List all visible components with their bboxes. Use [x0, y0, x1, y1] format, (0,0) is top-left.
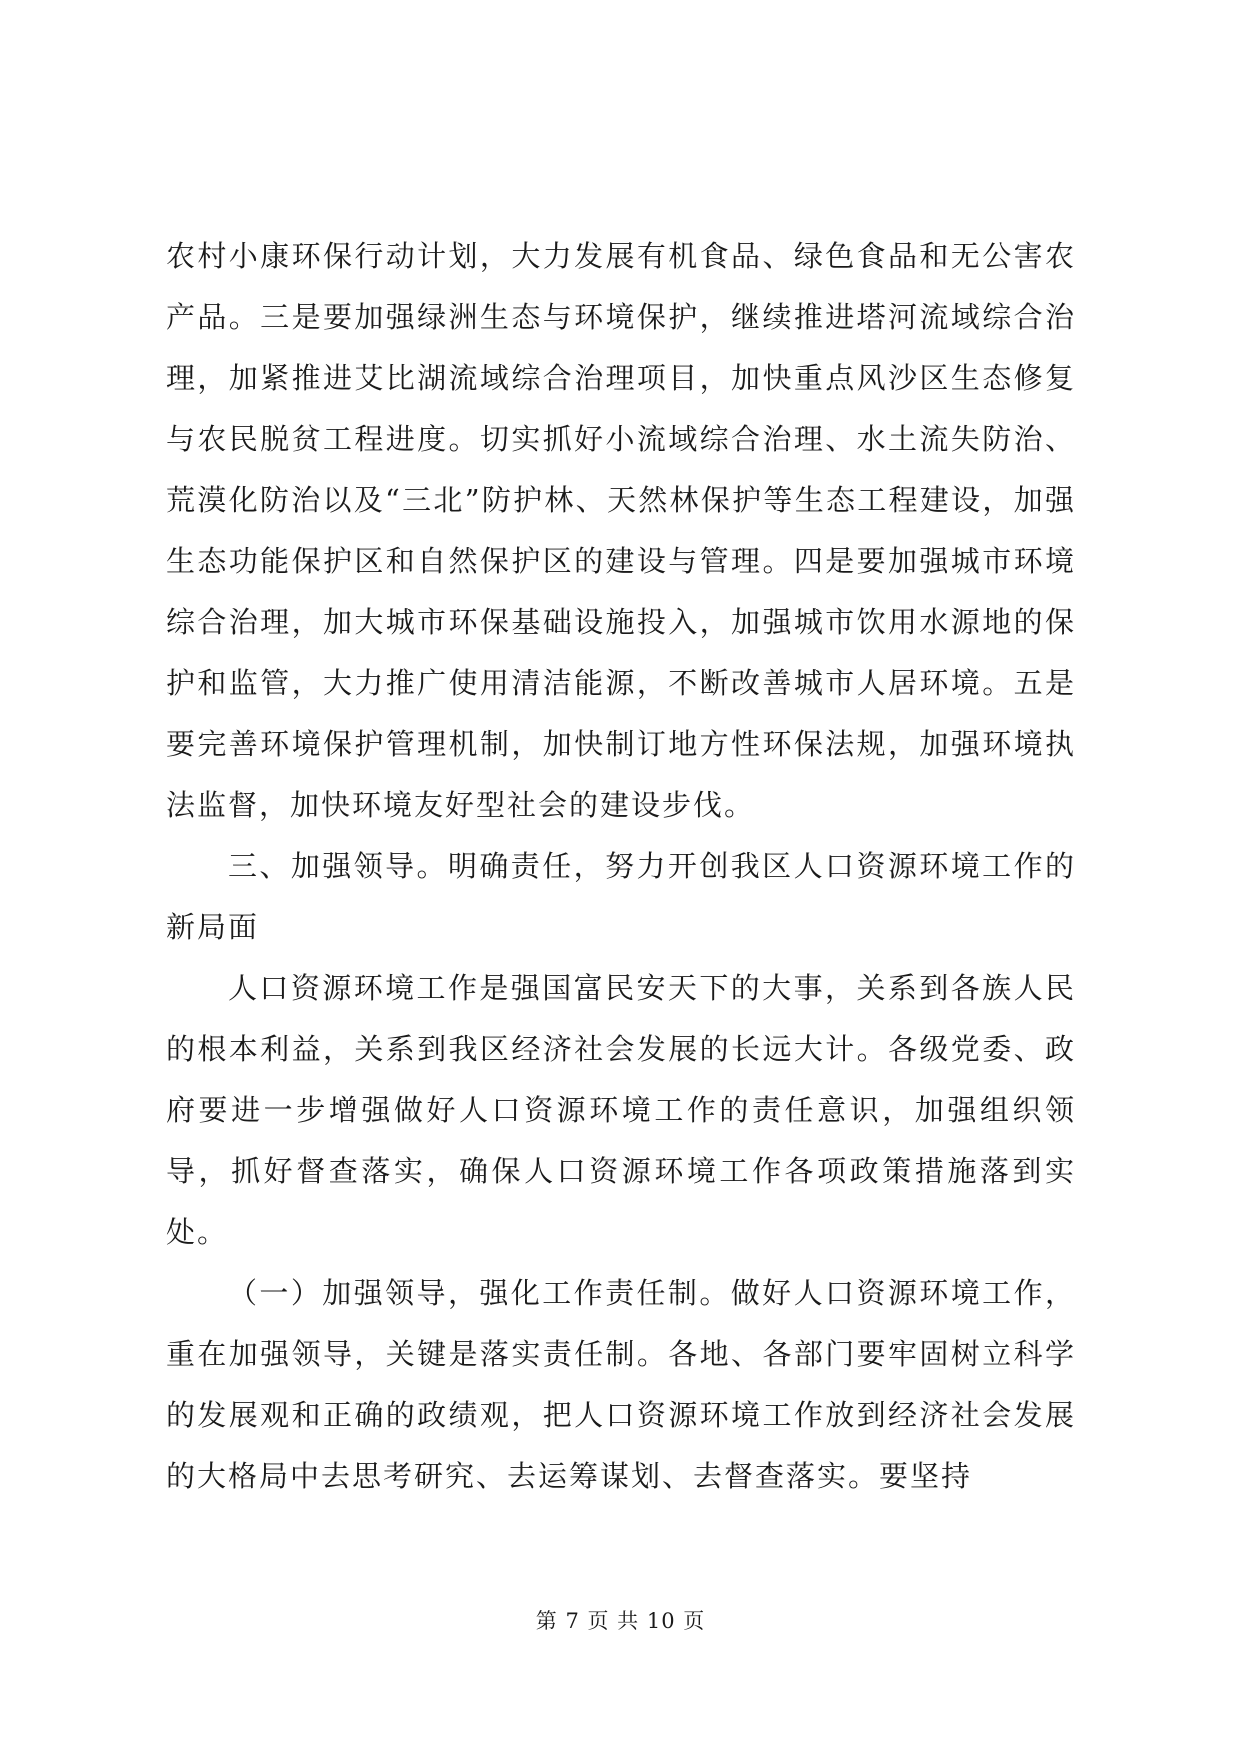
subsection-heading-one: （一）加强领导，强化工作责任制。做好人口资源环境工作，重在加强领导，关键是落实责任制。各地、各部门要牢固树立科学的发展观和正确的政绩观，把人口资源环境工作放到经济社会发展的大格局中去思考研究、去运筹谋划、去督查落实。要坚持: [166, 1276, 1076, 1493]
section-heading-three: 三、加强领导。明确责任，努力开创我区人口资源环境工作的新局面: [166, 849, 1076, 944]
paragraph-continuation: 农村小康环保行动计划，大力发展有机食品、绿色食品和无公害农产品。三是要加强绿洲生态与环境保护，继续推进塔河流域综合治理，加紧推进艾比湖流域综合治理项目，加快重点风沙区生态修复与农民脱贫工程进度。切实抓好小流域综合治理、水土流失防治、荒漠化防治以及“三北”防护林、天然林保护等生态工程建设，加强生态功能保护区和自然保护区的建设与管理。四是要加强城市环境综合治理，加大城市环保基础设施投入，加强城市饮用水源地的保护和监管，大力推广使用清洁能源，不断改善城市人居环境。五是要完善环境保护管理机制，加快制订地方性环保法规，加强环境执法监督，加快环境友好型社会的建设步伐。: [166, 239, 1076, 822]
document-body: [166, 226, 1076, 1507]
page-number-footer: 第 7 页 共 10 页: [535, 1609, 706, 1633]
paragraph-population-resources: 人口资源环境工作是强国富民安天下的大事，关系到各族人民的根本利益，关系到我区经济社会发展的长远大计。各级党委、政府要进一步增强做好人口资源环境工作的责任意识，加强组织领导，抓好督查落实，确保人口资源环境工作各项政策措施落到实处。: [166, 971, 1076, 1249]
